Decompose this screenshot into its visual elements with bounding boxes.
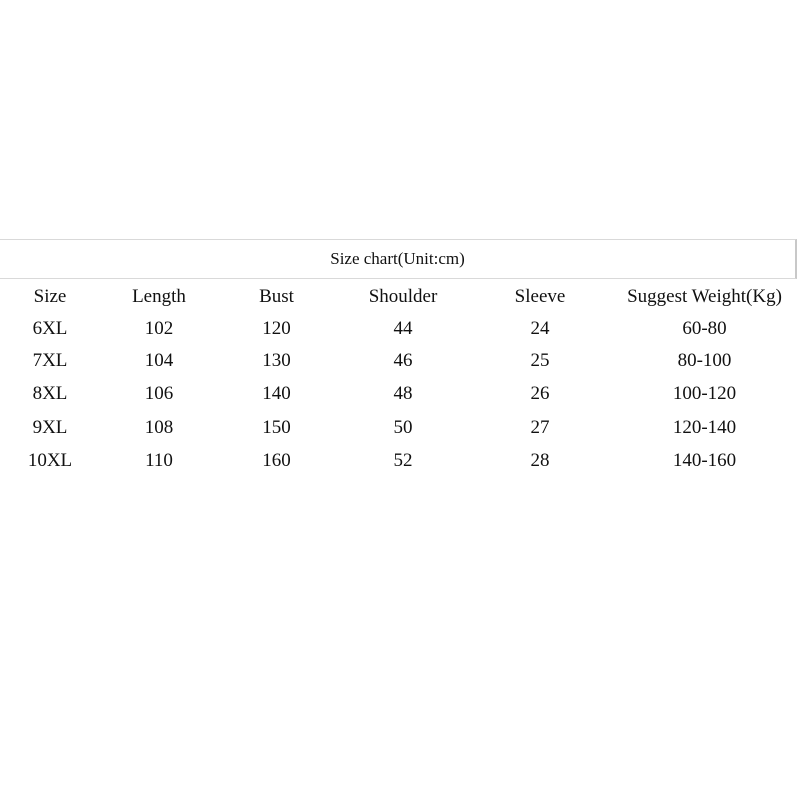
cell-size: 7XL (32, 350, 68, 371)
cell-length: 104 (144, 350, 174, 371)
cell-shoulder: 44 (393, 318, 413, 339)
cell-length: 102 (144, 318, 174, 339)
cell-bust: 120 (262, 318, 291, 339)
cell-suggest-weight: 80-100 (677, 350, 732, 371)
cell-sleeve: 27 (530, 417, 550, 438)
cell-size: 10XL (27, 450, 73, 471)
cell-shoulder: 46 (393, 350, 413, 371)
size-table (0, 280, 800, 477)
cell-bust: 150 (262, 417, 291, 438)
column-header-length: Length (132, 285, 186, 307)
cell-length: 108 (144, 417, 174, 438)
column-header-shoulder: Shoulder (368, 285, 438, 307)
cell-suggest-weight: 140-160 (672, 450, 737, 471)
cell-bust: 130 (262, 350, 291, 371)
cell-suggest-weight: 120-140 (672, 417, 737, 438)
cell-length: 110 (145, 450, 173, 471)
size-chart-title: Size chart(Unit:cm) (330, 249, 465, 268)
table-row (0, 313, 800, 345)
cell-sleeve: 25 (530, 350, 550, 371)
table-row (0, 377, 800, 411)
cell-bust: 140 (262, 383, 291, 404)
cell-shoulder: 48 (393, 383, 413, 404)
cell-size: 8XL (32, 383, 68, 404)
cell-size: 9XL (32, 417, 68, 438)
table-row (0, 411, 800, 445)
table-row (0, 345, 800, 377)
cell-sleeve: 26 (530, 383, 550, 404)
cell-suggest-weight: 60-80 (682, 318, 727, 339)
size-chart-title-bar (0, 239, 797, 279)
cell-shoulder: 50 (393, 417, 413, 438)
cell-sleeve: 28 (530, 450, 550, 471)
column-header-bust: Bust (259, 285, 294, 307)
cell-suggest-weight: 100-120 (672, 383, 737, 404)
column-header-size: Size (33, 285, 67, 307)
column-header-sleeve: Sleeve (514, 285, 566, 307)
cell-shoulder: 52 (393, 450, 413, 471)
cell-bust: 160 (262, 450, 291, 471)
column-header-suggest-weight: Suggest Weight(Kg) (627, 285, 782, 307)
cell-size: 6XL (32, 318, 68, 339)
cell-sleeve: 24 (530, 318, 550, 339)
cell-length: 106 (144, 383, 174, 404)
table-header-row (0, 280, 800, 313)
table-row (0, 445, 800, 477)
